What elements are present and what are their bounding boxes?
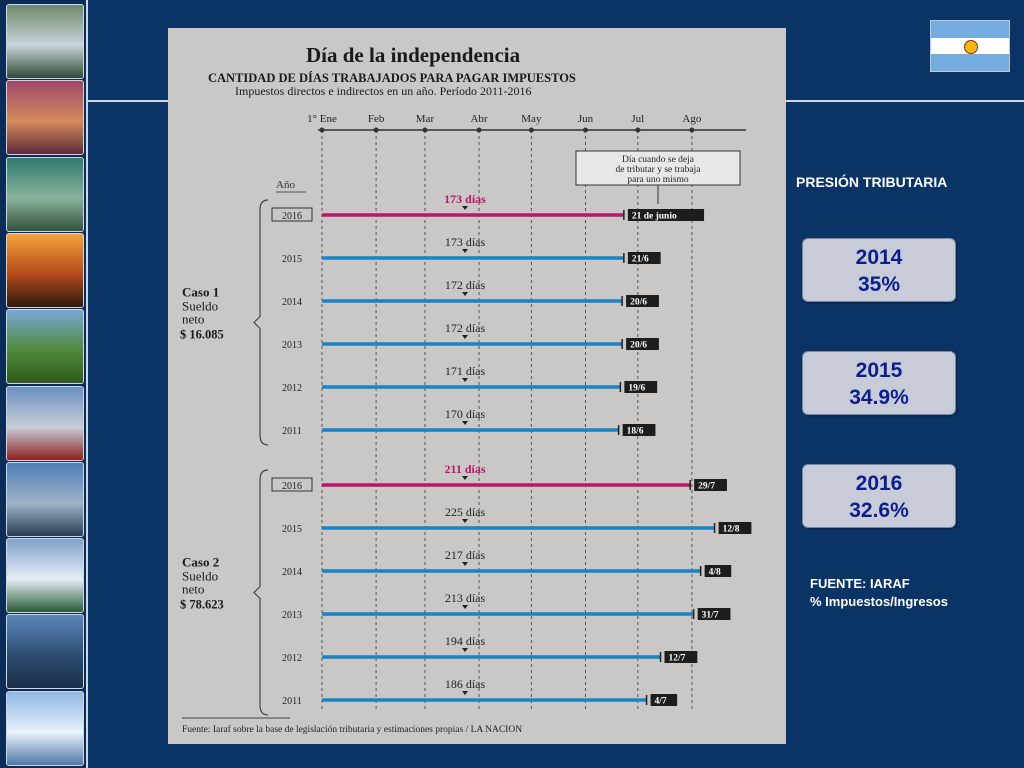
group-sub-label: neto [182, 581, 205, 597]
days-marker [462, 605, 468, 609]
annotation-text: Día cuando se deja [621, 155, 695, 165]
x-tick-label: Mar [415, 113, 435, 125]
group-label: Caso 2 [182, 554, 220, 570]
year-label: 2011 [282, 426, 302, 437]
days-label: 211 días [444, 462, 486, 476]
chart-subtitle: CANTIDAD DE DÍAS TRABAJADOS PARA PAGAR IMPUESTOS [208, 71, 576, 85]
divider-line-left [86, 100, 170, 102]
tax-pressure-box-2014 [802, 238, 956, 302]
days-label: 173 días [444, 192, 486, 206]
year-label: 2012 [282, 383, 302, 394]
year-label: 2014 [282, 297, 302, 308]
x-tick-label: May [521, 113, 542, 125]
date-tag-label: 4/8 [708, 567, 721, 578]
year-label: 2012 [282, 653, 302, 664]
year-label: 2015 [282, 254, 302, 265]
date-tag-label: 12/7 [668, 653, 686, 664]
year-label: 2013 [282, 340, 302, 351]
tick-dot [529, 128, 534, 133]
date-tag-label: 20/6 [630, 340, 648, 351]
y-header-label: Año [276, 179, 295, 191]
annotation-text: de tributar y se trabaja [615, 165, 701, 175]
group-amount: $ 16.085 [180, 327, 224, 342]
box-value: 34.9% [849, 386, 909, 409]
days-label: 217 días [444, 548, 486, 562]
days-label: 173 días [444, 235, 486, 249]
x-tick-label: Jul [631, 113, 645, 125]
days-label: 170 días [444, 407, 486, 421]
tax-pressure-box-2015 [802, 351, 956, 415]
tick-dot [477, 128, 482, 133]
source-unit-line: % Impuestos/Ingresos [810, 594, 948, 609]
obelisk-tango-photo [6, 386, 84, 461]
chart-subtitle-2: Impuestos directos e indirectos en un año. Período 2011-2016 [235, 84, 532, 98]
group-sub-label: Sueldo [182, 298, 219, 314]
city-skyline-photo [6, 462, 84, 537]
days-marker [462, 562, 468, 566]
group-amount: $ 78.623 [180, 597, 224, 612]
days-marker [462, 206, 468, 210]
days-label: 225 días [444, 505, 486, 519]
days-label: 171 días [444, 364, 486, 378]
days-marker [462, 249, 468, 253]
box-year: 2015 [855, 359, 903, 382]
date-tag-label: 31/7 [701, 610, 719, 621]
date-tag-label: 21/6 [631, 254, 649, 265]
days-marker [462, 519, 468, 523]
tax-pressure-box-2016 [802, 464, 956, 528]
days-marker [462, 335, 468, 339]
date-tag-label: 29/7 [698, 481, 716, 492]
tick-dot [635, 128, 640, 133]
sunset-palms-photo [6, 233, 84, 308]
year-label: 2016 [282, 211, 302, 222]
chart-title: Día de la independencia [306, 43, 521, 67]
days-marker [462, 648, 468, 652]
year-label: 2015 [282, 524, 302, 535]
lake-mountains-photo [6, 538, 84, 613]
days-marker [462, 292, 468, 296]
box-year: 2016 [855, 472, 903, 495]
tick-dot [422, 128, 427, 133]
days-label: 213 días [444, 591, 486, 605]
river-photo [6, 157, 84, 232]
date-tag-label: 21 de junio [631, 211, 677, 222]
date-tag-label: 19/6 [628, 383, 646, 394]
cattle-field-photo [6, 309, 84, 384]
source-line: FUENTE: IARAF [810, 576, 910, 591]
box-value: 32.6% [849, 499, 909, 522]
date-tag-label: 4/7 [654, 696, 667, 707]
box-value: 35% [857, 273, 901, 296]
date-tag-label: 18/6 [626, 426, 644, 437]
days-label: 172 días [444, 321, 486, 335]
tick-dot [583, 128, 588, 133]
days-marker [462, 476, 468, 480]
glacier-photo [6, 691, 84, 766]
whale-photo [6, 614, 84, 689]
x-tick-label: 1° Ene [307, 113, 337, 125]
argentina-flag-icon [930, 20, 1010, 72]
divider-line-right [786, 100, 1024, 102]
group-bracket [254, 470, 268, 715]
tick-dot [689, 128, 694, 133]
x-tick-label: Abr [470, 113, 488, 125]
year-label: 2016 [282, 481, 302, 492]
days-marker [462, 378, 468, 382]
tick-dot [320, 128, 325, 133]
tax-pressure-title: PRESIÓN TRIBUTARIA [796, 174, 948, 190]
source-note [810, 575, 948, 611]
tax-days-chart [168, 28, 786, 744]
colored-hills-photo [6, 80, 84, 155]
x-tick-label: Jun [577, 113, 594, 125]
group-sub-label: neto [182, 311, 205, 327]
group-label: Caso 1 [182, 284, 220, 300]
days-marker [462, 691, 468, 695]
year-label: 2011 [282, 696, 302, 707]
days-label: 186 días [444, 677, 486, 691]
date-tag-label: 12/8 [722, 524, 740, 535]
x-tick-label: Ago [682, 113, 702, 125]
chart-source: Fuente: Iaraf sobre la base de legislación tributaria y estimaciones propias / LA NACION [182, 725, 523, 735]
photo-filmstrip [0, 0, 88, 768]
group-sub-label: Sueldo [182, 568, 219, 584]
infographic-panel [168, 28, 786, 744]
year-label: 2013 [282, 610, 302, 621]
waterfall-photo [6, 4, 84, 79]
annotation-text: para uno mismo [627, 175, 689, 185]
year-label: 2014 [282, 567, 302, 578]
box-year: 2014 [855, 246, 903, 269]
days-label: 172 días [444, 278, 486, 292]
tick-dot [374, 128, 379, 133]
days-marker [462, 421, 468, 425]
x-tick-label: Feb [367, 113, 385, 125]
days-label: 194 días [444, 634, 486, 648]
group-bracket [254, 200, 268, 445]
date-tag-label: 20/6 [630, 297, 648, 308]
